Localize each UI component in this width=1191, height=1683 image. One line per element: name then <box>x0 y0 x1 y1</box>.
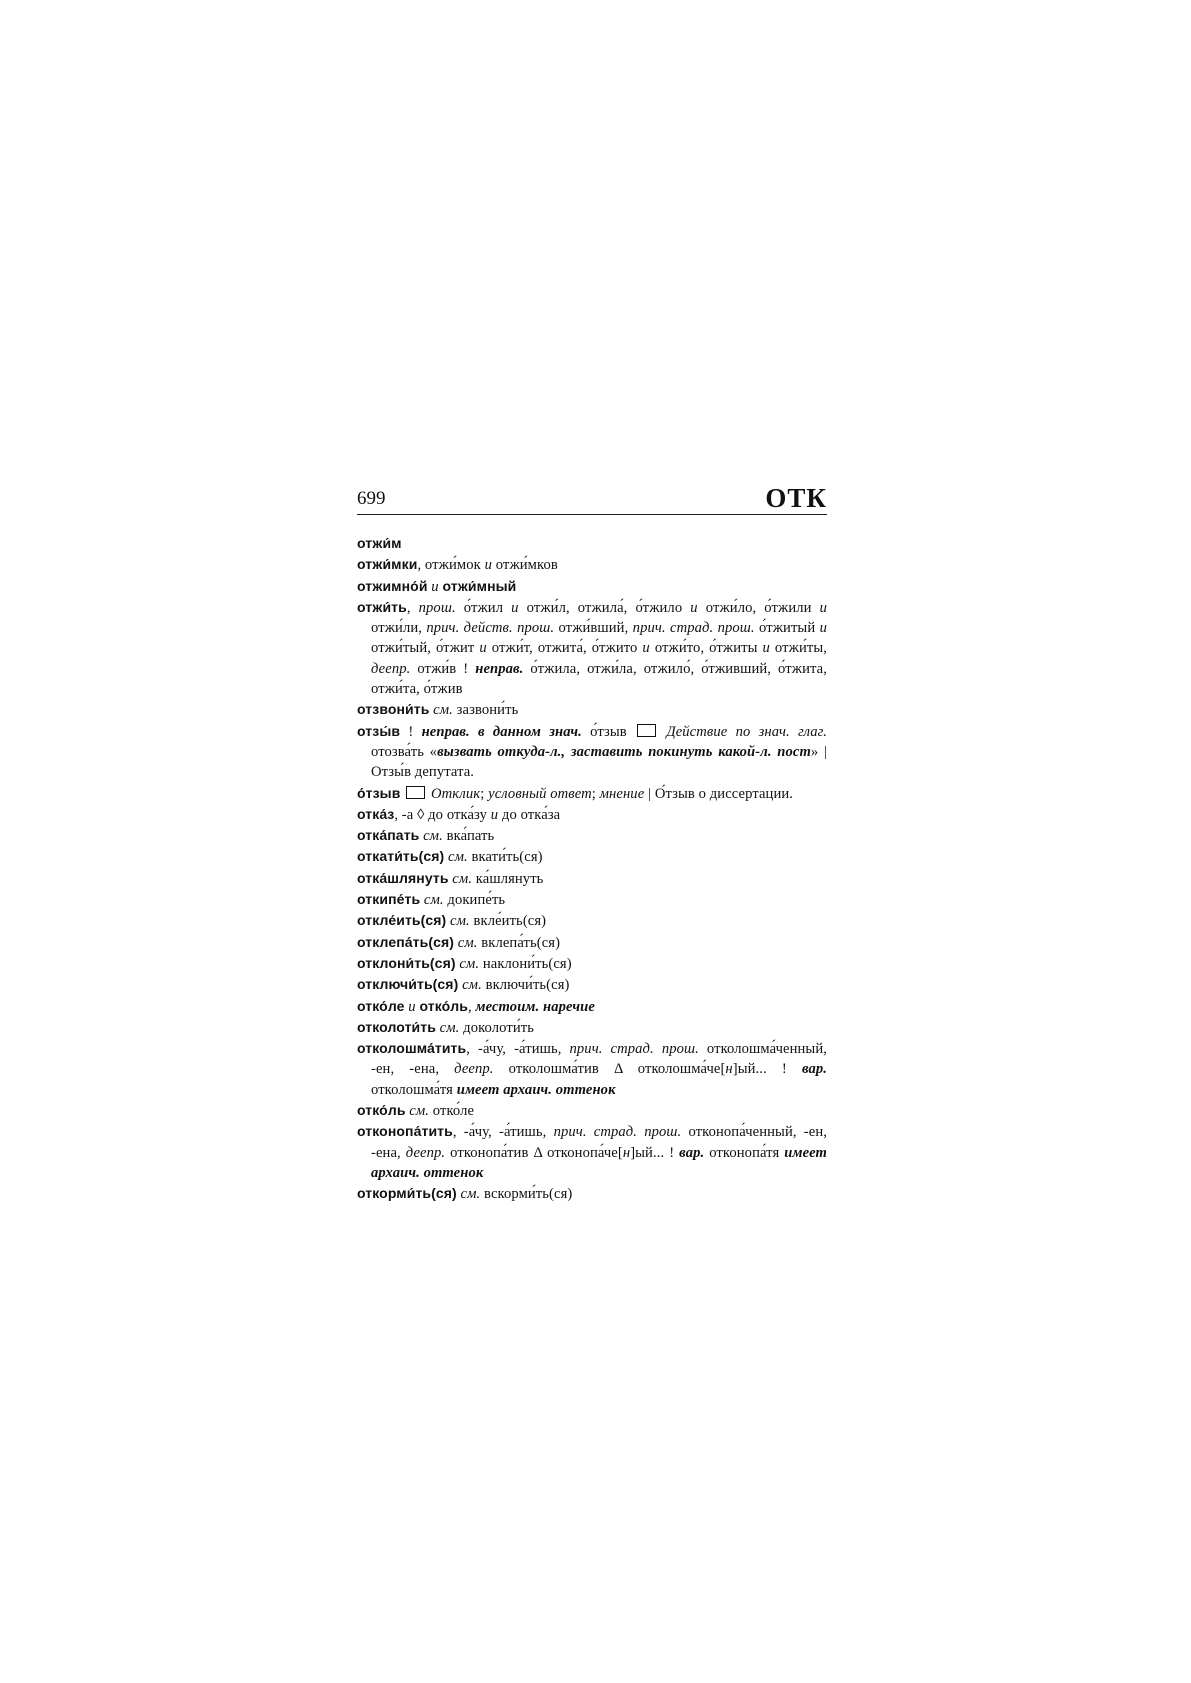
grammar-label: и <box>819 620 827 637</box>
cross-ref-target: вскорми́ть(ся) <box>480 1186 573 1203</box>
definition: условный ответ <box>488 785 592 802</box>
headword: отключи́ть(ся) <box>357 976 459 993</box>
entry-otkolotit <box>357 1017 827 1038</box>
cross-ref-label: см. <box>454 934 478 951</box>
cross-ref-label: см. <box>405 1103 430 1120</box>
entry-otzyv-1 <box>357 721 827 783</box>
cross-ref-label: см. <box>435 1019 460 1036</box>
grammar-label: имеет архаич. оттенок <box>456 1081 616 1098</box>
entry-text: отжи́в ! <box>410 660 476 677</box>
grammar-label: и <box>690 599 698 616</box>
definition-box-icon <box>406 786 425 799</box>
entry-text: , -а́чу, -а́тишь, <box>466 1041 570 1058</box>
grammar-label: прич. действ. прош. <box>426 620 555 637</box>
entry-otzyv-2 <box>357 783 827 804</box>
grammar-label: и <box>642 640 650 657</box>
running-head: ОТК <box>765 483 827 513</box>
headword: отжи́ть <box>357 598 407 615</box>
definition: мнение <box>599 785 645 802</box>
cross-ref-target: отко́ле <box>429 1103 475 1120</box>
entry-text: о́тжила, отжи́ла, отжило́, о́тживший, о́тжита, отжи́та, о́тжив <box>371 660 827 698</box>
entry-otkatit <box>357 846 827 867</box>
cross-ref-target: доколоти́ть <box>459 1019 534 1036</box>
headword: о́тзыв <box>357 784 401 801</box>
cross-ref-label: см. <box>455 955 480 972</box>
cross-ref-label: см. <box>448 870 473 887</box>
headword: отколошма́тить <box>357 1040 467 1057</box>
entry-otzhimki <box>357 554 827 575</box>
cross-ref-target: докипе́ть <box>443 892 506 909</box>
cross-ref-target: вка́пать <box>442 828 495 845</box>
entry-otzhimnoj <box>357 576 827 597</box>
entry-text: отжи́т, отжита́, о́тжито <box>486 640 643 657</box>
headword-variant: отжи́мный <box>442 577 517 594</box>
grammar-label: и <box>484 557 492 574</box>
cross-ref-target: зазвони́ть <box>452 702 519 719</box>
cross-ref-target: вклепа́ть(ся) <box>477 934 561 951</box>
cross-ref-target: вкле́ить(ся) <box>469 913 547 930</box>
cross-ref-label: см. <box>420 892 444 909</box>
entry-otkoloshmatit <box>357 1038 827 1100</box>
grammar-label: неправ. <box>475 660 524 677</box>
entry-text: отжи́л, отжила́, о́тжило <box>518 599 691 616</box>
cross-ref-label: см. <box>456 1186 481 1203</box>
grammar-label: и <box>762 640 770 657</box>
cross-ref-target: вкати́ть(ся) <box>467 849 543 866</box>
headword: отколоти́ть <box>357 1018 436 1035</box>
entry-text: отжи́ли, <box>371 620 427 637</box>
grammar-label: вар. <box>679 1144 705 1161</box>
cross-ref-label: см. <box>446 913 470 930</box>
grammar-label: н <box>725 1061 733 1078</box>
grammar-label: местоим. наречие <box>475 998 595 1015</box>
entry-text: » | Отзы́в депутата. <box>371 743 827 781</box>
entry-text: ; <box>591 785 600 802</box>
entry-text: отозва́ть « <box>371 743 438 760</box>
grammar-label: и <box>819 599 827 616</box>
headword: откорми́ть(ся) <box>357 1185 457 1202</box>
entry-text: , <box>406 599 419 616</box>
entry-text: до отка́за <box>498 806 561 823</box>
headword: откле́ить(ся) <box>357 912 447 929</box>
page-number: 699 <box>357 488 386 509</box>
cross-ref-label: см. <box>429 702 453 719</box>
headword: откипе́ть <box>357 891 421 908</box>
grammar-label: имеет архаич. оттенок <box>371 1144 827 1181</box>
entry-text: отжи́мков <box>491 557 558 574</box>
entry-otzhim <box>357 533 827 554</box>
grammar-label: деепр. <box>371 660 411 677</box>
grammar-label: и <box>511 599 519 616</box>
headword: отжи́мки <box>357 556 418 573</box>
headword: отжимно́й <box>357 577 428 594</box>
entry-text: отконопа́ченный, -ен, -ена, <box>371 1124 827 1161</box>
headword: отка́пать <box>357 827 420 844</box>
entry-text: ]ый... ! <box>630 1144 680 1161</box>
entry-otkashlyanut <box>357 868 827 889</box>
entry-text: отжи́то, о́тжиты <box>649 640 763 657</box>
entry-text: отконопа́тив Δ отконопа́че[ <box>445 1144 623 1161</box>
entry-otklyuchit <box>357 974 827 995</box>
definition-box-icon <box>637 724 656 737</box>
headword: отко́ле <box>357 997 405 1014</box>
entry-text: отколошма́тив Δ отколошма́че[ <box>493 1061 726 1078</box>
entry-text: о́тзыв <box>581 723 636 740</box>
headword: отзвони́ть <box>357 701 430 718</box>
entry-text: | О́тзыв о диссертации. <box>644 785 794 802</box>
entry-otklonit <box>357 953 827 974</box>
entry-text: , -а ◊ до отка́зу <box>394 806 491 823</box>
grammar-label: и <box>479 640 487 657</box>
page-header <box>357 478 827 515</box>
definition: Действие по знач. глаг. <box>666 723 828 740</box>
entry-otkormit <box>357 1183 827 1204</box>
grammar-label: н <box>622 1144 631 1161</box>
entry-text: , -а́чу, -а́тишь, <box>452 1124 554 1141</box>
entry-text: отжи́тый, о́тжит <box>371 640 480 657</box>
entry-text: о́тжил <box>455 599 512 616</box>
grammar-label: неправ. в данном знач. <box>421 723 582 740</box>
entry-text: ]ый... ! <box>732 1061 802 1078</box>
definition: Отклик <box>430 785 481 802</box>
entry-otkipet <box>357 889 827 910</box>
cross-ref-label: см. <box>458 977 482 994</box>
headword: отклепа́ть(ся) <box>357 933 455 950</box>
headword: отклони́ть(ся) <box>357 954 456 971</box>
entry-text: отжи́ло, о́тжили <box>697 599 820 616</box>
grammar-label: и <box>490 806 499 823</box>
cross-ref-target: ка́шлянуть <box>472 870 544 887</box>
entry-text: о́тжитый <box>754 620 820 637</box>
cross-ref-label: см. <box>419 828 443 845</box>
grammar-label: и <box>404 998 420 1015</box>
headword: отко́ль <box>357 1102 406 1119</box>
headword: отжи́м <box>357 535 402 551</box>
headword: отзы́в <box>357 722 401 739</box>
headword: откати́ть(ся) <box>357 848 445 865</box>
entry-otkaz <box>357 804 827 825</box>
definition: вызвать откуда-л., заставить покинуть какой-л. пост <box>437 743 811 760</box>
entry-text: отконопа́тя <box>704 1144 785 1161</box>
entry-otzhit <box>357 597 827 699</box>
grammar-label: прош. <box>418 599 456 616</box>
headword: отка́з <box>357 805 395 822</box>
headword: отка́шлянуть <box>357 869 449 886</box>
entry-otklepat <box>357 932 827 953</box>
entry-text: отжи́ты, <box>769 640 827 657</box>
grammar-label: прич. страд. прош. <box>553 1124 682 1141</box>
cross-ref-label: см. <box>444 849 468 866</box>
entry-otkapat <box>357 825 827 846</box>
grammar-label: и <box>427 578 443 595</box>
headword-variant: отко́ль <box>419 997 468 1014</box>
grammar-label: прич. страд. прош. <box>569 1041 699 1058</box>
entry-otkole <box>357 996 827 1017</box>
entry-text: ; <box>480 785 489 802</box>
entry-list <box>357 533 827 1205</box>
entry-otkol <box>357 1100 827 1121</box>
cross-ref-target: включи́ть(ся) <box>481 977 570 994</box>
cross-ref-target: наклони́ть(ся) <box>479 955 572 972</box>
entry-text: отколошма́ченный, -ен, -ена, <box>371 1041 827 1078</box>
grammar-label: прич. страд. прош. <box>632 620 755 637</box>
entry-otkonopatit <box>357 1121 827 1183</box>
headword: отконопа́тить <box>357 1123 453 1140</box>
entry-otkleit <box>357 910 827 931</box>
entry-text: ! <box>400 723 422 740</box>
grammar-label: деепр. <box>405 1144 446 1161</box>
entry-text: отжи́вший, <box>554 620 633 637</box>
entry-text: , отжи́мок <box>417 557 485 574</box>
grammar-label: вар. <box>801 1061 827 1078</box>
entry-text: , <box>467 998 476 1015</box>
entry-otzvonit <box>357 699 827 720</box>
grammar-label: деепр. <box>454 1061 494 1078</box>
entry-text: отколошма́тя <box>371 1081 457 1098</box>
